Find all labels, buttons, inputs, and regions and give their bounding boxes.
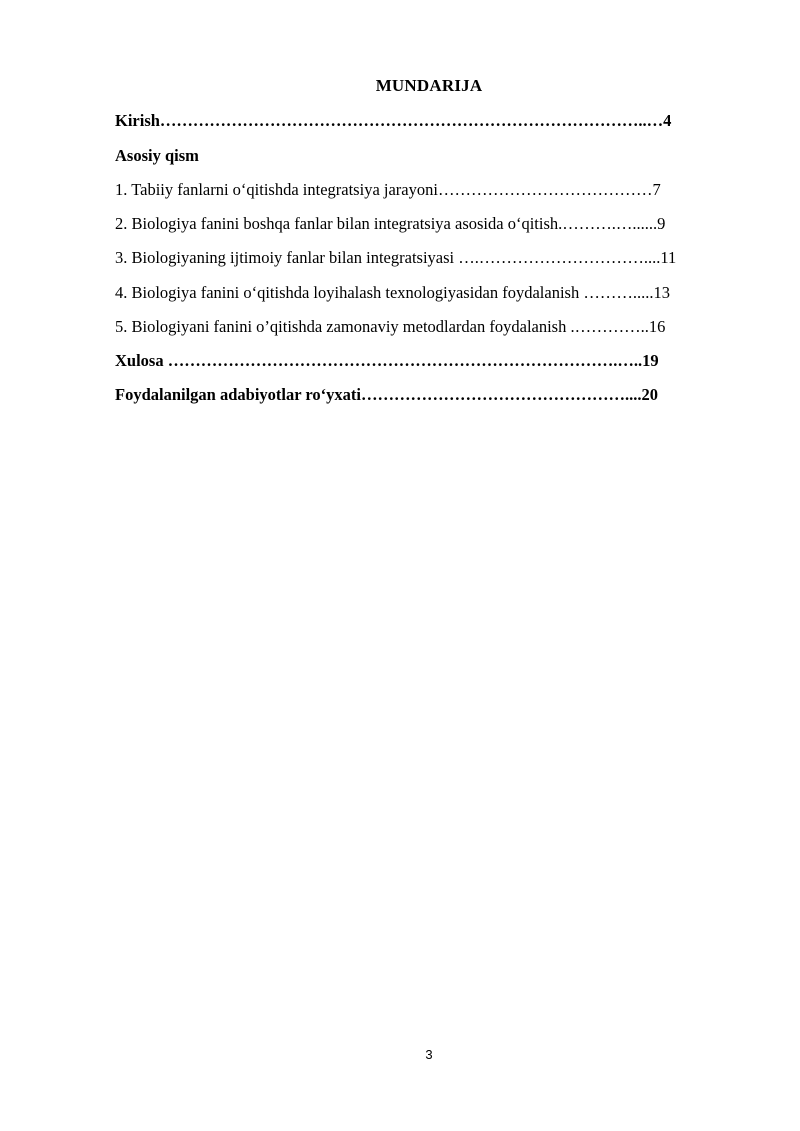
toc-entry-2: 2. Biologiya fanini boshqa fanlar bilan integratsiya asosida o‘qitish.……….…......9	[115, 214, 666, 233]
toc-entry-5: 5. Biologiyani fanini o’qitishda zamonaviy metodlardan foydalanish .…………..16	[115, 317, 666, 336]
page-number: 3	[425, 1047, 433, 1062]
toc-section-heading: Asosiy qism	[115, 146, 199, 165]
toc-entry-xulosa: Xulosa ……………………………………………………………………….…..19	[115, 351, 659, 370]
toc-entry-references: Foydalanilgan adabiyotlar ro‘yxati…………………………………………....20	[115, 385, 659, 404]
toc-entry-4: 4. Biologiya fanini o‘qitishda loyihalash texnologiyasidan foydalanish ……….....13	[115, 283, 670, 302]
toc-entry-3: 3. Biologiyaning ijtimoiy fanlar bilan integratsiyasi ….…………………………....11	[115, 248, 677, 267]
toc-entry-1: 1. Tabiiy fanlarni o‘qitishda integratsiya jarayoni…………………………………7	[115, 180, 661, 199]
document-title: MUNDARIJA	[375, 76, 483, 95]
toc-entry-kirish: Kirish……………………………………………………………………………..…4	[115, 111, 672, 130]
